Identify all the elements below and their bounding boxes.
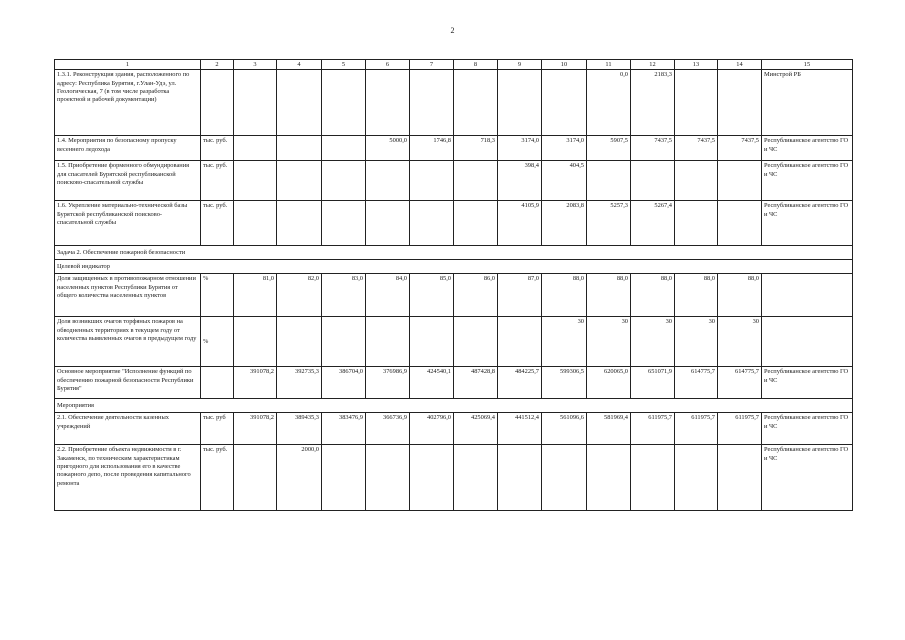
row-executor: Республиканское агентство ГО и ЧС (762, 413, 853, 445)
row-value (454, 201, 498, 246)
table-row (55, 136, 853, 161)
row-name: 1.6. Укрепление материально-технической базы Бурятской республиканской поисково-спасательной службы (55, 201, 201, 246)
row-value: 7437,5 (675, 136, 718, 161)
row-value (234, 70, 277, 136)
row-value: 3174,0 (498, 136, 542, 161)
row-executor: Республиканское агентство ГО и ЧС (762, 367, 853, 399)
row-value: 599306,5 (542, 367, 587, 399)
row-name: Доля возникших очагов торфяных пожаров на обводненных территориях в текущем году от количества выявленных очагов в предыдущем году (55, 317, 201, 367)
row-unit: % (201, 274, 234, 317)
row-value: 389435,3 (277, 413, 322, 445)
row-value (277, 136, 322, 161)
column-number-7: 7 (410, 60, 454, 70)
table-row (55, 70, 853, 136)
row-value (631, 161, 675, 201)
row-value (234, 201, 277, 246)
row-value: 30 (675, 317, 718, 367)
row-value (410, 161, 454, 201)
row-executor: Республиканское агентство ГО и ЧС (762, 201, 853, 246)
row-value: 85,0 (410, 274, 454, 317)
row-unit: тыс. руб. (201, 161, 234, 201)
row-value (234, 161, 277, 201)
main-event-row (55, 367, 853, 399)
row-unit (201, 70, 234, 136)
row-value (498, 317, 542, 367)
row-value (718, 70, 762, 136)
column-number-3: 3 (234, 60, 277, 70)
header-row (55, 60, 853, 70)
row-value (718, 201, 762, 246)
row-name: 2.1. Обеспечение деятельности казенных учреждений (55, 413, 201, 445)
row-value: 611975,7 (718, 413, 762, 445)
task-heading-text: Задача 2. Обеспечение пожарной безопасности (55, 246, 853, 260)
row-value (675, 445, 718, 511)
row-value (234, 136, 277, 161)
row-unit: тыс. руб. (201, 445, 234, 511)
row-value (718, 445, 762, 511)
row-value (366, 70, 410, 136)
row-value: 81,0 (234, 274, 277, 317)
row-value: 398,4 (498, 161, 542, 201)
row-value: 4105,9 (498, 201, 542, 246)
event-row (55, 413, 853, 445)
row-value (454, 161, 498, 201)
row-value: 718,3 (454, 136, 498, 161)
row-value (366, 317, 410, 367)
row-executor: Республиканское агентство ГО и ЧС (762, 445, 853, 511)
row-value: 366736,9 (366, 413, 410, 445)
row-value: 88,0 (631, 274, 675, 317)
row-value (454, 317, 498, 367)
column-number-5: 5 (322, 60, 366, 70)
column-number-4: 4 (277, 60, 322, 70)
column-number-10: 10 (542, 60, 587, 70)
row-value: 425069,4 (454, 413, 498, 445)
row-value (322, 161, 366, 201)
row-value: 7437,5 (718, 136, 762, 161)
row-value (234, 445, 277, 511)
row-value (718, 161, 762, 201)
row-value (277, 201, 322, 246)
row-executor: Республиканское агентство ГО и ЧС (762, 161, 853, 201)
row-value: 376986,9 (366, 367, 410, 399)
row-value (322, 201, 366, 246)
indicator-heading (55, 260, 853, 274)
row-value: 404,5 (542, 161, 587, 201)
column-number-2: 2 (201, 60, 234, 70)
row-value: 651071,9 (631, 367, 675, 399)
row-value (234, 317, 277, 367)
row-value: 5907,5 (587, 136, 631, 161)
row-value (631, 445, 675, 511)
row-name: 1.4. Мероприятия по безопасному пропуску весеннего ледохода (55, 136, 201, 161)
row-value: 0,0 (587, 70, 631, 136)
indicator-row (55, 317, 853, 367)
row-value (410, 445, 454, 511)
row-value (322, 136, 366, 161)
row-value: 30 (631, 317, 675, 367)
row-value (454, 445, 498, 511)
row-value (675, 70, 718, 136)
row-value (277, 317, 322, 367)
row-value: 424540,1 (410, 367, 454, 399)
row-value: 88,0 (542, 274, 587, 317)
row-value: 88,0 (718, 274, 762, 317)
row-value: 88,0 (675, 274, 718, 317)
row-value (366, 161, 410, 201)
column-number-11: 11 (587, 60, 631, 70)
indicator-heading-text: Целевой индикатор (55, 260, 853, 274)
row-name: 1.3.1. Реконструкция здания, расположенного по адресу: Республика Бурятия, г.Улан-Удэ, ул. Геологическая, 7 (в том числе разработка проектной и рабочей документации) (55, 70, 201, 136)
row-value (322, 445, 366, 511)
row-unit: тыс. руб. (201, 136, 234, 161)
row-value (498, 445, 542, 511)
row-value: 7437,5 (631, 136, 675, 161)
table-row (55, 201, 853, 246)
row-value: 391078,2 (234, 413, 277, 445)
row-value (410, 70, 454, 136)
row-value: 620065,0 (587, 367, 631, 399)
row-value: 30 (718, 317, 762, 367)
page-number: 2 (450, 26, 455, 35)
row-name: 2.2. Приобретение объекта недвижимости в г. Закаменск, по техническим характеристикам пригодного для использования его в качестве пожарного депо, после проведения капитального ремонта (55, 445, 201, 511)
column-number-12: 12 (631, 60, 675, 70)
event-row (55, 445, 853, 511)
row-value: 614775,7 (675, 367, 718, 399)
row-value: 5000,0 (366, 136, 410, 161)
row-value: 88,0 (587, 274, 631, 317)
row-value (322, 317, 366, 367)
row-value (675, 201, 718, 246)
row-executor: Минстрой РБ (762, 70, 853, 136)
row-value (277, 70, 322, 136)
row-name: Доля защищенных в противопожарном отношении населенных пунктов Республики Бурятия от общего количества населенных пунктов (55, 274, 201, 317)
row-value (277, 161, 322, 201)
row-value (587, 161, 631, 201)
row-value: 402796,0 (410, 413, 454, 445)
row-unit: тыс. руб. (201, 201, 234, 246)
row-value: 391078,2 (234, 367, 277, 399)
row-value: 83,0 (322, 274, 366, 317)
row-value: 611975,7 (675, 413, 718, 445)
row-value: 3174,0 (542, 136, 587, 161)
row-unit (201, 367, 234, 399)
column-number-14: 14 (718, 60, 762, 70)
indicator-row (55, 274, 853, 317)
row-value: 2183,3 (631, 70, 675, 136)
row-value: 30 (542, 317, 587, 367)
row-value: 2000,0 (277, 445, 322, 511)
row-value: 484225,7 (498, 367, 542, 399)
row-value: 581969,4 (587, 413, 631, 445)
column-number-9: 9 (498, 60, 542, 70)
row-value: 84,0 (366, 274, 410, 317)
row-value: 441512,4 (498, 413, 542, 445)
row-value (410, 201, 454, 246)
column-number-13: 13 (675, 60, 718, 70)
row-value: 383476,9 (322, 413, 366, 445)
row-value (542, 445, 587, 511)
row-value: 392735,3 (277, 367, 322, 399)
row-unit: % (201, 317, 234, 367)
row-name: Основное мероприятие "Исполнение функций по обеспечению пожарной безопасности Республики Бурятия" (55, 367, 201, 399)
row-value (366, 445, 410, 511)
row-value: 1746,8 (410, 136, 454, 161)
program-table (54, 59, 853, 511)
row-executor: Республиканское агентство ГО и ЧС (762, 136, 853, 161)
column-number-15: 15 (762, 60, 853, 70)
column-number-8: 8 (454, 60, 498, 70)
row-value (322, 70, 366, 136)
row-unit: тыс. руб (201, 413, 234, 445)
row-value: 5257,3 (587, 201, 631, 246)
row-value: 87,0 (498, 274, 542, 317)
row-value (542, 70, 587, 136)
row-executor (762, 317, 853, 367)
row-value (410, 317, 454, 367)
row-value: 86,0 (454, 274, 498, 317)
row-value: 561096,6 (542, 413, 587, 445)
table-row (55, 161, 853, 201)
row-value: 386704,0 (322, 367, 366, 399)
row-value: 2083,8 (542, 201, 587, 246)
row-value: 487428,8 (454, 367, 498, 399)
row-value: 30 (587, 317, 631, 367)
events-heading (55, 399, 853, 413)
row-value: 5267,4 (631, 201, 675, 246)
column-number-1: 1 (55, 60, 201, 70)
row-value (587, 445, 631, 511)
row-value: 614775,7 (718, 367, 762, 399)
column-number-6: 6 (366, 60, 410, 70)
events-heading-text: Мероприятия (55, 399, 853, 413)
row-value (366, 201, 410, 246)
row-value (675, 161, 718, 201)
row-executor (762, 274, 853, 317)
row-value: 611975,7 (631, 413, 675, 445)
row-name: 1.5. Приобретение форменного обмундирования для спасателей Бурятской республиканской поисково-спасательной службы (55, 161, 201, 201)
task-heading (55, 246, 853, 260)
row-value (454, 70, 498, 136)
row-value: 82,0 (277, 274, 322, 317)
row-value (498, 70, 542, 136)
